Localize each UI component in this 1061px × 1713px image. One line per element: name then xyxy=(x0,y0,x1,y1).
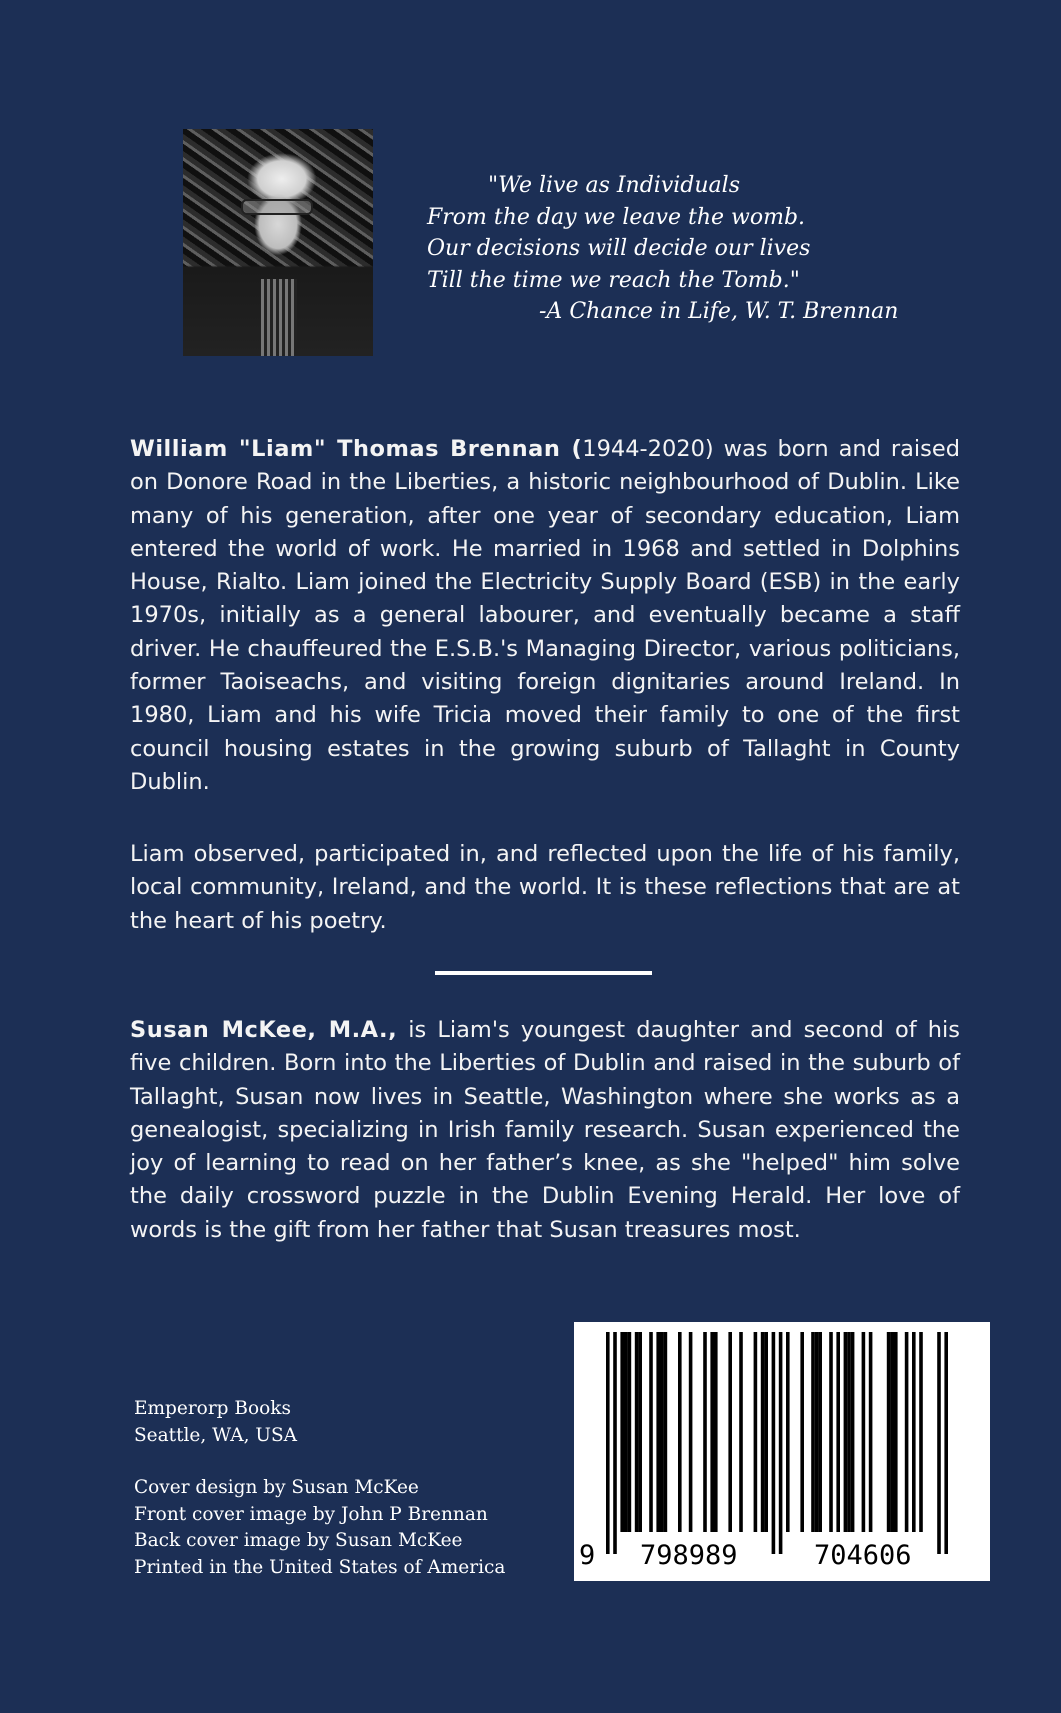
quote-line-3: Our decisions will decide our lives xyxy=(427,236,811,261)
barcode-bar xyxy=(912,1332,916,1532)
author-name: William "Liam" Thomas Brennan ( xyxy=(130,436,583,462)
barcode-lead-digit: 9 xyxy=(579,1540,596,1571)
quote-attribution: -A Chance in Life, W. T. Brennan xyxy=(539,299,899,324)
credit-printed: Printed in the United States of America xyxy=(134,1556,506,1578)
barcode-bar xyxy=(606,1332,610,1554)
barcode-bar xyxy=(754,1332,758,1532)
barcode-bar xyxy=(811,1332,815,1532)
quote-line-4: Till the time we reach the Tomb." xyxy=(427,267,800,293)
barcode-bar xyxy=(649,1332,653,1532)
barcode-bar xyxy=(862,1332,866,1532)
barcode-bar xyxy=(786,1332,790,1532)
barcode-bar xyxy=(836,1332,840,1532)
barcode-bar xyxy=(800,1332,804,1532)
isbn-barcode xyxy=(574,1322,990,1581)
publisher-location: Seattle, WA, USA xyxy=(134,1424,297,1446)
credit-front-image: Front cover image by John P Brennan xyxy=(134,1503,488,1525)
editor-bio-text: is Liam's youngest daughter and second of his five children. Born into the Liberties of Dublin and raised in the suburb of Tallaght, Susan now lives in Seattle, Washington where she works as a genealogist, specializing in Irish family research. Susan experienced the joy of learning to read on her father’s knee, as she "helped" him solve the daily crossword puzzle in the Dublin Evening Herald. Her love of words is the gift from her father that Susan treasures most. xyxy=(130,1017,960,1243)
barcode-bar xyxy=(829,1332,833,1532)
editor-name: Susan McKee, M.A., xyxy=(130,1017,398,1043)
barcode-bar xyxy=(905,1332,909,1532)
barcode-bar xyxy=(660,1332,664,1532)
author-bio-text: 1944-2020) was born and raised on Donore Road in the Liberties, a historic neighbourhood of Dublin. Like many of his generation, after one year of secondary education, Liam entered the world of work. He married in 1968 and settled in Dolphins House, Rialto. Liam joined the Electricity Supply Board (ESB) in the early 1970s, initially as a general labourer, and eventually became a staff driver. He chauffeured the E.S.B.'s Managing Director, various politicians, former Taoiseachs, and visiting foreign dignitaries around Ireland. In 1980, Liam and his wife Tricia moved their family to one of the first council housing estates in the growing suburb of Tallaght in County Dublin. xyxy=(130,436,960,795)
author-bio xyxy=(130,433,960,799)
quote-line-2: From the day we leave the womb. xyxy=(427,204,806,230)
barcode-bar xyxy=(887,1332,891,1532)
barcode-bar xyxy=(890,1332,894,1532)
poem-quote xyxy=(427,170,927,328)
barcode-bar xyxy=(869,1332,873,1532)
barcode-bar xyxy=(851,1332,855,1532)
barcode-bar xyxy=(844,1332,848,1532)
barcode-bar xyxy=(624,1332,628,1532)
publisher-name: Emperorp Books xyxy=(134,1398,291,1419)
barcode-bar xyxy=(703,1332,707,1532)
barcode-bar xyxy=(664,1332,668,1532)
barcode-left-digits: 798989 xyxy=(640,1540,738,1571)
shirt-detail xyxy=(261,279,297,356)
barcode-bar xyxy=(656,1332,660,1532)
barcode-right-digits: 704606 xyxy=(814,1540,912,1571)
glasses-detail xyxy=(241,199,313,215)
section-divider xyxy=(435,971,652,975)
barcode-bar xyxy=(937,1332,941,1554)
barcode-bar xyxy=(772,1332,776,1554)
quote-line-1: "We live as Individuals xyxy=(488,173,741,198)
barcode-bar xyxy=(613,1332,617,1554)
barcode-bar xyxy=(739,1332,743,1532)
barcode-bar xyxy=(638,1332,642,1532)
barcode-bar xyxy=(815,1332,819,1532)
barcode-bar xyxy=(689,1332,693,1532)
barcode-bar xyxy=(779,1332,783,1554)
barcode-bar xyxy=(919,1332,923,1532)
barcode-bar xyxy=(635,1332,639,1532)
barcode-bar xyxy=(710,1332,714,1532)
barcode-bar xyxy=(944,1332,948,1554)
barcode-bar xyxy=(847,1332,851,1532)
barcode-bar xyxy=(761,1332,765,1532)
reflections-paragraph: Liam observed, participated in, and reflected upon the life of his family, local community, Ireland, and the world. It is these reflections that are at the heart of his poetry. xyxy=(130,841,960,934)
barcode-bars xyxy=(574,1322,990,1581)
barcode-bar xyxy=(714,1332,718,1532)
author-photo xyxy=(183,129,373,356)
barcode-bar xyxy=(894,1332,898,1532)
credit-back-image: Back cover image by Susan McKee xyxy=(134,1530,463,1551)
barcode-bar xyxy=(764,1332,768,1532)
barcode-bar xyxy=(678,1332,682,1532)
credit-cover-design: Cover design by Susan McKee xyxy=(134,1477,419,1498)
barcode-bar xyxy=(728,1332,732,1532)
barcode-bar xyxy=(620,1332,624,1532)
barcode-bar xyxy=(818,1332,822,1532)
barcode-bar xyxy=(628,1332,632,1532)
publisher-block xyxy=(134,1396,297,1449)
credits-block xyxy=(134,1475,505,1581)
editor-bio xyxy=(130,1014,960,1247)
